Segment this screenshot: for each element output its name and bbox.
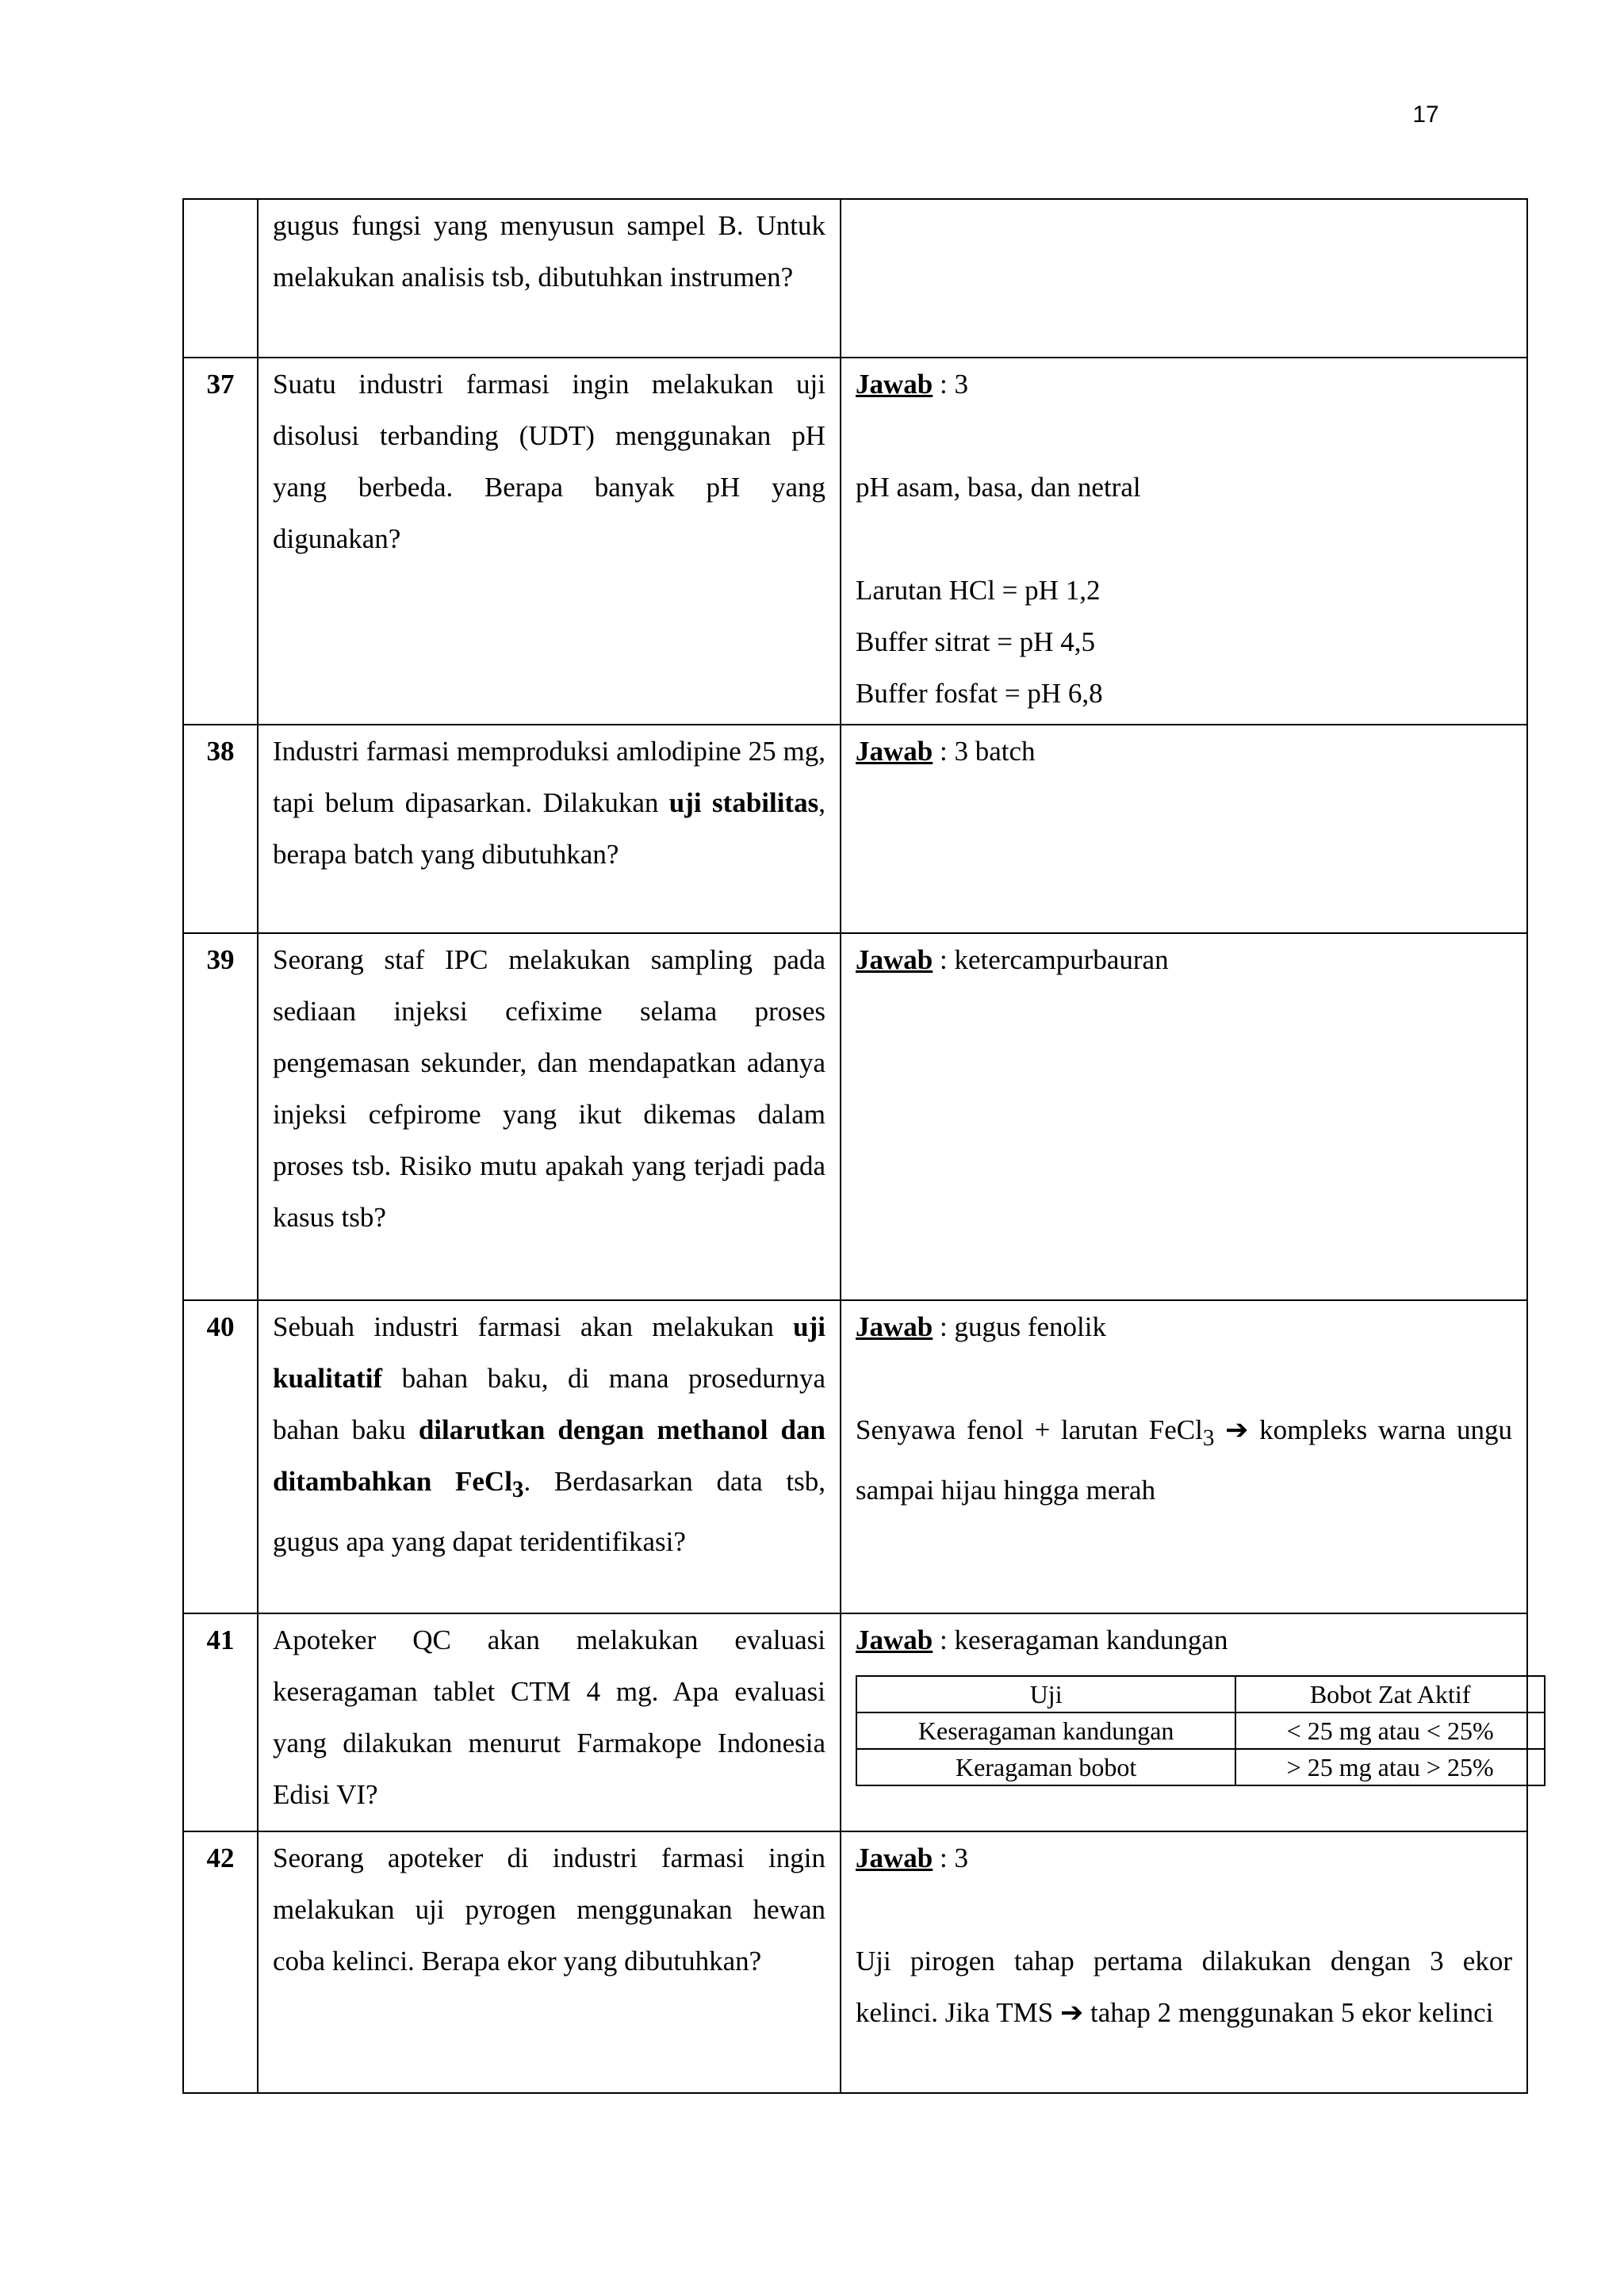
table-row [183,725,1527,933]
jawab-value: : gugus fenolik [933,1311,1106,1342]
criteria-header: Uji [856,1676,1235,1712]
criteria-cell: < 25 mg atau < 25% [1235,1712,1545,1749]
table-row [183,933,1527,1300]
question-text: Seorang apoteker di industri farmasi ingin melakukan uji pyrogen menggunakan hewan coba kelinci. Berapa ekor yang dibutuhkan? [273,1843,825,1976]
answer-line: pH asam, basa, dan netral [856,472,1141,503]
row-number: 37 [183,358,258,725]
question-emphasis: uji kualitatif [273,1311,825,1394]
question-text: . Berdasarkan data tsb, gugus apa yang dapat teridentifikasi? [273,1466,825,1557]
question-text: Suatu industri farmasi ingin melakukan uji disolusi terbanding (UDT) menggunakan pH yang berbeda. Berapa banyak pH yang digunakan? [273,369,825,554]
question-text: Sebuah industri farmasi akan melakukan [273,1311,794,1342]
jawab-value: : 3 [933,1843,968,1873]
table-row [183,1831,1527,2093]
criteria-cell: Keragaman bobot [856,1749,1235,1785]
subscript: 3 [511,1477,524,1502]
subscript: 3 [1202,1425,1215,1451]
table-row [183,1300,1527,1613]
question-cell [258,1613,841,1831]
answer-line: Larutan HCl = pH 1,2 [856,575,1101,606]
question-cell [258,933,841,1300]
page-number: 17 [1412,101,1439,128]
answer-text: kompleks warna ungu sampai hijau hingga merah [856,1414,1512,1506]
arrow-icon: ➔ [1214,1414,1260,1445]
question-text: , berapa batch yang dibutuhkan? [273,787,825,870]
jawab-label: Jawab [856,1311,933,1342]
row-number: 38 [183,725,258,933]
row-number: 41 [183,1613,258,1831]
question-emphasis: dilarutkan dengan methanol dan ditambahkan FeCl [273,1414,825,1497]
jawab-value: : 3 [933,369,968,400]
answer-cell [841,933,1527,1300]
answer-cell [841,725,1527,933]
jawab-label: Jawab [856,1843,933,1873]
answer-text: tahap 2 menggunakan 5 ekor kelinci [1083,1997,1494,2028]
criteria-table [856,1675,1545,1786]
answer-line: Buffer fosfat = pH 6,8 [856,678,1103,709]
criteria-row [856,1749,1545,1785]
answer-text: Senyawa fenol + larutan FeCl [856,1414,1203,1445]
question-cell [258,725,841,933]
question-text: Industri farmasi memproduksi amlodipine 25 mg, tapi belum dipasarkan. Dilakukan [273,736,825,818]
jawab-value: : 3 batch [933,736,1036,767]
table-row [183,199,1527,358]
jawab-label: Jawab [856,1624,933,1655]
jawab-label: Jawab [856,736,933,767]
question-text: gugus fungsi yang menyusun sampel B. Untuk melakukan analisis tsb, dibutuhkan instrumen? [273,210,825,293]
answer-cell [841,1300,1527,1613]
question-cell [258,1300,841,1613]
answer-cell [841,1831,1527,2093]
qa-table [182,198,1528,2094]
row-number: 42 [183,1831,258,2093]
row-number [183,199,258,358]
answer-cell [841,199,1527,358]
criteria-cell: Keseragaman kandungan [856,1712,1235,1749]
jawab-value: : ketercampurbauran [933,944,1169,975]
table-row [183,1613,1527,1831]
question-text: Seorang staf IPC melakukan sampling pada sediaan injeksi cefixime selama proses pengemasan sekunder, dan mendapatkan adanya injeksi cefpirome yang ikut dikemas dalam proses tsb. Risiko mutu apakah yang terjadi pada kasus tsb? [273,944,825,1233]
question-cell [258,199,841,358]
question-emphasis: uji stabilitas [668,787,819,818]
jawab-value: : keseragaman kandungan [933,1624,1228,1655]
arrow-icon: ➔ [1059,1997,1084,2028]
row-number: 40 [183,1300,258,1613]
criteria-cell: > 25 mg atau > 25% [1235,1749,1545,1785]
jawab-label: Jawab [856,944,933,975]
criteria-header-row [856,1676,1545,1712]
jawab-label: Jawab [856,369,933,400]
answer-cell [841,1613,1527,1831]
question-cell [258,358,841,725]
table-row [183,358,1527,725]
question-text: bahan baku, di mana prosedurnya bahan baku [273,1363,825,1445]
question-cell [258,1831,841,2093]
answer-cell [841,358,1527,725]
question-text: Apoteker QC akan melakukan evaluasi keseragaman tablet CTM 4 mg. Apa evaluasi yang dilakukan menurut Farmakope Indonesia Edisi VI? [273,1624,825,1810]
criteria-row [856,1712,1545,1749]
answer-line: Buffer sitrat = pH 4,5 [856,626,1095,657]
row-number: 39 [183,933,258,1300]
answer-text: Uji pirogen tahap pertama dilakukan dengan 3 ekor kelinci. Jika TMS [856,1946,1512,2028]
criteria-header: Bobot Zat Aktif [1235,1676,1545,1712]
